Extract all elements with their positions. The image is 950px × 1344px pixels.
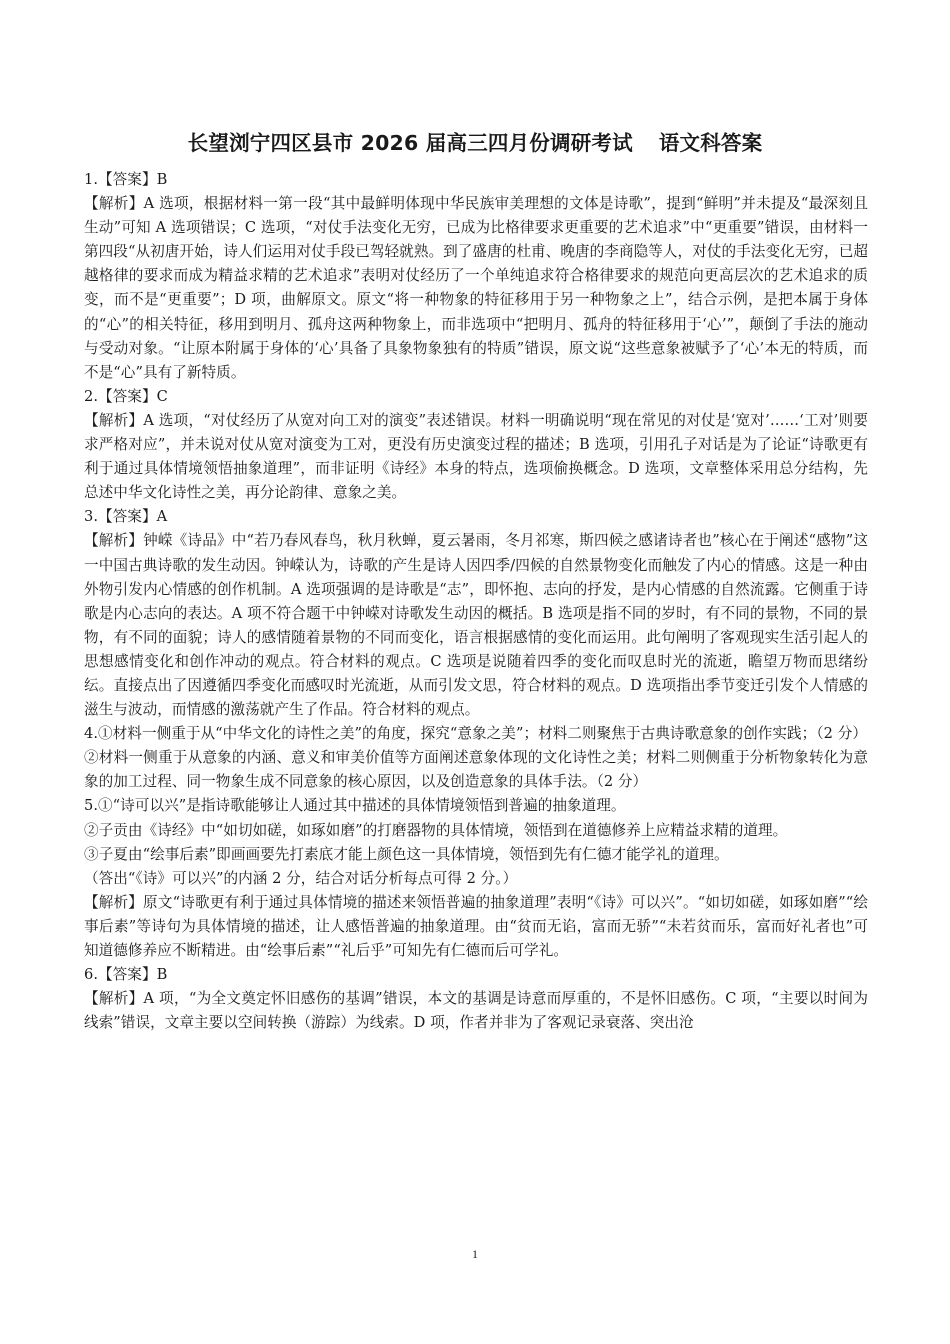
answer-5-point-2: ②子贡由《诗经》中“如切如磋，如琢如磨”的打磨器物的具体情境，领悟到在道德修养上应精益求精的道理。 (84, 821, 788, 839)
answer-5-scoring: （答出“《诗》可以兴”的内涵 2 分，结合对话分析每点可得 2 分。） (84, 869, 518, 887)
answer-5-point-3: ③子夏由“绘事后素”即画画要先打素底才能上颜色这一具体情境，领悟到先有仁德才能学礼的道理。 (84, 845, 729, 863)
answer-3-analysis: 【解析】钟嵘《诗品》中“若乃春风春鸟，秋月秋蝉，夏云暑雨，冬月祁寒，斯四候之感诸诗者也”核心在于阐述“感物”这一中国古典诗歌的发生动因。钟嵘认为，诗歌的产生是诗人因四季/四候的自然景物变化而触发了内心的情感。这是一种由外物引发内心情感的创作机制。A 选项强调的是诗歌是“志”，即怀抱、志向的抒发，是内心情感的自然流露。它侧重于诗歌是内心志向的表达。A 项不符合题干中钟嵘对诗歌发生动因的概括。B 选项是指不同的岁时，有不同的景物，不同的景物，有不同的面貌；诗人的感情随着景物的不同而变化，语言根据感情的变化而运用。此句阐明了客观现实生活引起人的思想感情变化和创作冲动的观点。符合材料的观点。C 选项是说随着四季的变化而叹息时光的流逝，瞻望万物而思绪纷纭。直接点出了因遵循四季变化而感叹时光流逝，从而引发文思，符合材料的观点。D 选项指出季节变迁引发个人情感的滋生与波动，而情感的激荡就产生了作品。符合材料的观点。 (84, 532, 868, 719)
title-subject: 语文科答案 (658, 131, 763, 155)
answer-content (84, 168, 868, 1035)
answer-2-key: 2.【答案】C (84, 387, 168, 405)
answer-4-point-2: ②材料一侧重于从意象的内涵、意义和审美价值等方面阐述意象体现的文化诗性之美；材料二则侧重于分析物象转化为意象的加工过程、同一物象生成不同意象的核心原因，以及创造意象的具体手法。（2 分） (84, 749, 868, 791)
answer-2-analysis: 【解析】A 选项，“对仗经历了从宽对向工对的演变”表述错误。材料一明确说明“现在常见的对仗是‘宽对’……‘工对’则要求严格对应”，并未说对仗从宽对演变为工对，更没有历史演变过程的描述；B 选项，引用孔子对话是为了论证“诗歌更有利于通过具体情境领悟抽象道理”，而非证明《诗经》本身的特点，选项偷换概念。D 选项，文章整体采用总分结构，先总述中华文化诗性之美，再分论韵律、意象之美。 (84, 411, 868, 502)
answer-4-point-1: 4.①材料一侧重于从“中华文化的诗性之美”的角度，探究“意象之美”；材料二则聚焦于古典诗歌意象的创作实践；（2 分） (84, 725, 867, 743)
answer-6-analysis: 【解析】A 项，“为全文奠定怀旧感伤的基调”错误，本文的基调是诗意而厚重的，不是怀旧感伤。C 项，“主要以时间为线索”错误，文章主要以空间转换（游踪）为线索。D 项，作者并非为了客观记录衰落、突出沧 (84, 990, 868, 1032)
answer-5-analysis: 【解析】原文“诗歌更有利于通过具体情境的描述来领悟普遍的抽象道理”表明“《诗》可以兴”。“如切如磋，如琢如磨”“绘事后素”等诗句为具体情境的描述，让人感悟普遍的抽象道理。由“贫而无谄，富而无骄”“未若贫而乐，富而好礼者也”可知道德修养应不断精进。由“绘事后素”“礼后乎”可知先有仁德而后可学礼。 (84, 893, 868, 959)
answer-1-key: 1.【答案】B (84, 171, 168, 188)
page-number: 1 (472, 1247, 478, 1261)
answer-3-key: 3.【答案】A (84, 508, 168, 526)
answer-1-analysis: 【解析】A 选项，根据材料一第一段“其中最鲜明体现中华民族审美理想的文体是诗歌”，提到“鲜明”并未提及“最深刻且生动”可知 A 选项错误；C 选项，“对仗手法变化无穷，已成为比格律要求更重要的艺术追求”中“更重要”错误，由材料一第四段“从初唐开始，诗人们运用对仗手段已驾轻就熟。到了盛唐的杜甫、晚唐的李商隐等人，对仗的手法变化无穷，已超越格律的要求而成为精益求精的艺术追求”表明对仗经历了一个单纯追求符合格律要求的规范向更高层次的艺术追求的质变，而不是“更重要”；D 项，曲解原文。原文“将一种物象的特征移用于另一种物象之上”，结合示例，是把本属于身体的“心”的相关特征，移用到明月、孤舟这两种物象上，而非选项中“把明月、孤舟的特征移用于‘心’”，颠倒了手法的施动与受动对象。“让原本附属于身体的‘心’具备了具象物象独有的特质”错误，原文说“这些意象被赋予了‘心’本无的特质，而不是“心”具有了新特质。 (84, 195, 868, 381)
answer-6-key: 6.【答案】B (84, 966, 168, 984)
title-main: 长望浏宁四区县市 2026 届高三四月份调研考试 (187, 131, 633, 155)
page-title (0, 126, 950, 156)
answer-5-point-1: 5.①“诗可以兴”是指诗歌能够让人通过其中描述的具体情境领悟到普遍的抽象道理。 (84, 797, 626, 815)
